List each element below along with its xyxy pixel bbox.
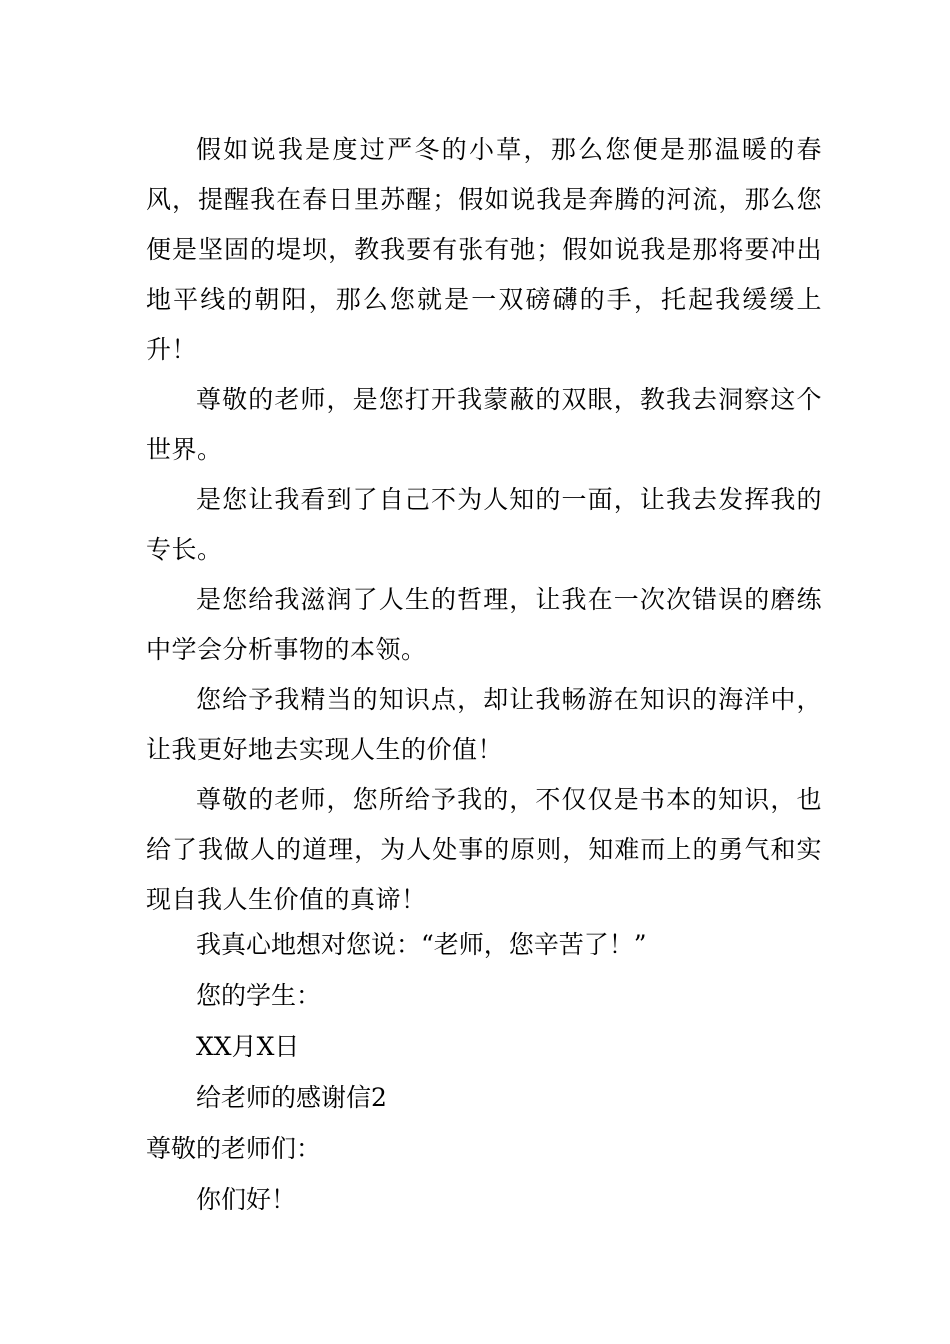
paragraph-strength: 是您让我看到了自己不为人知的一面，让我去发挥我的专长。	[146, 485, 822, 564]
letter2-title: 给老师的感谢信2	[196, 1083, 387, 1112]
closing-date: XX月X日	[196, 1032, 300, 1061]
paragraph-knowledge: 您给予我精当的知识点，却让我畅游在知识的海洋中，让我更好地去实现人生的价值！	[146, 685, 822, 764]
letter2-greeting: 你们好！	[196, 1185, 297, 1214]
closing-wish: 我真心地想对您说：“老师，您辛苦了！”	[196, 930, 647, 959]
letter-body	[146, 125, 822, 925]
letter2-salutation: 尊敬的老师们：	[146, 1134, 322, 1163]
paragraph-principles: 尊敬的老师，您所给予我的，不仅仅是书本的知识，也给了我做人的道理，为人处事的原则，知难而上的勇气和实现自我人生价值的真谛！	[146, 785, 822, 914]
closing-signature: 您的学生：	[196, 981, 322, 1010]
paragraph-philosophy: 是您给我滋润了人生的哲理，让我在一次次错误的磨练中学会分析事物的本领。	[146, 585, 822, 664]
paragraph-eyes: 尊敬的老师，是您打开我蒙蔽的双眼，教我去洞察这个世界。	[146, 385, 822, 464]
paragraph-metaphor: 假如说我是度过严冬的小草，那么您便是那温暖的春风，提醒我在春日里苏醒；假如说我是奔腾的河流，那么您便是坚固的堤坝，教我要有张有弛；假如说我是那将要冲出地平线的朝阳，那么您就是一双磅礴的手，托起我缓缓上升！	[146, 135, 822, 364]
